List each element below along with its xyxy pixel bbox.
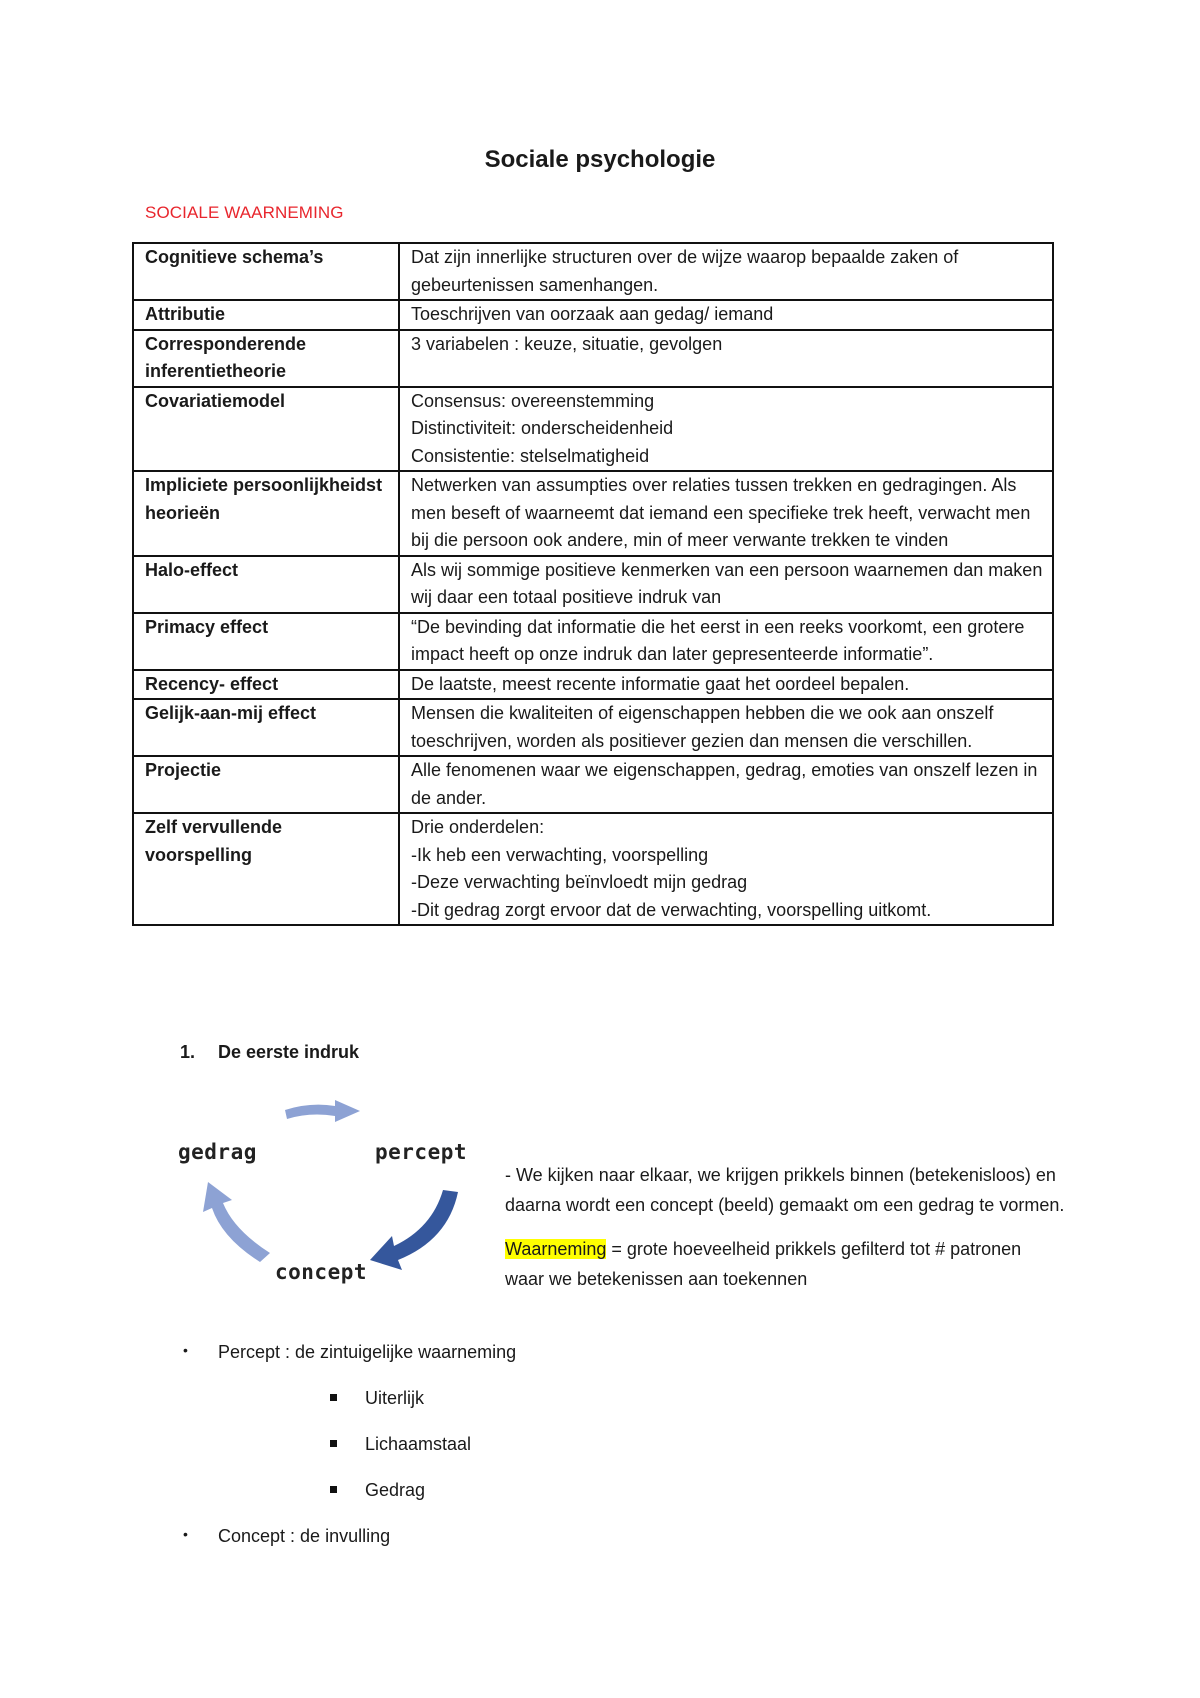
definition-line: -Dit gedrag zorgt ervoor dat de verwachting, voorspelling uitkomt. — [411, 899, 932, 920]
table-row — [133, 387, 1053, 472]
definition-cell: De laatste, meest recente informatie gaat het oordeel bepalen. — [399, 670, 1053, 700]
definitions-table — [132, 242, 1054, 926]
definition-line: Consensus: overeenstemming — [411, 390, 655, 411]
definition-cell: Toeschrijven van oorzaak aan gedag/ iemand — [399, 300, 1053, 330]
heading-text: De eerste indruk — [218, 1042, 360, 1062]
term-cell: Corresponderende inferentietheorie — [133, 330, 399, 387]
square-bullet-icon — [330, 1486, 337, 1493]
bullet-icon: • — [183, 1342, 188, 1358]
list-item-text: Percept : de zintuigelijke waarneming — [218, 1342, 517, 1362]
definition-line: Consistentie: stelselmatigheid — [411, 445, 650, 466]
term-cell: Cognitieve schema’s — [133, 243, 399, 300]
square-bullet-icon — [330, 1440, 337, 1447]
definition-cell: Netwerken van assumpties over relaties tussen trekken en gedragingen. Als men beseft of waarneemt dat iemand een specifieke trek heeft, verwacht men bij die persoon ook andere, min of meer verwante trekken te vinden — [399, 471, 1053, 556]
table-row — [133, 670, 1053, 700]
table-row — [133, 556, 1053, 613]
list-item — [183, 1526, 391, 1547]
table-row — [133, 330, 1053, 387]
table-row — [133, 300, 1053, 330]
list-item — [365, 1480, 425, 1501]
term-cell: Recency- effect — [133, 670, 399, 700]
term-cell: Zelf vervullende voorspelling — [133, 813, 399, 925]
arrow-concept-to-gedrag — [203, 1182, 270, 1262]
arrow-percept-to-concept — [370, 1190, 458, 1270]
term-cell: Primacy effect — [133, 613, 399, 670]
definition-paragraph — [505, 1234, 1065, 1294]
list-item-text: Concept : de invulling — [218, 1526, 391, 1546]
definition-cell: Dat zijn innerlijke structuren over de wijze waarop bepaalde zaken of gebeurtenissen samenhangen. — [399, 243, 1053, 300]
list-item-text: Lichaamstaal — [365, 1434, 472, 1454]
highlighted-term: Waarneming — [505, 1239, 607, 1259]
definition-cell: Mensen die kwaliteiten of eigenschappen hebben die we ook aan onszelf toeschrijven, worden als positiever gezien dan mensen die verschillen. — [399, 699, 1053, 756]
table-row — [133, 756, 1053, 813]
list-item — [365, 1388, 424, 1409]
section-heading: SOCIALE WAARNEMING — [145, 203, 344, 222]
term-cell: Covariatiemodel — [133, 387, 399, 472]
list-item — [183, 1342, 517, 1363]
term-cell: Attributie — [133, 300, 399, 330]
table-row — [133, 471, 1053, 556]
arrow-gedrag-to-percept — [285, 1100, 360, 1122]
heading-number: 1. — [180, 1042, 196, 1062]
cycle-label-concept: concept — [275, 1260, 368, 1284]
numbered-heading — [180, 1042, 359, 1063]
definition-cell — [399, 387, 1053, 472]
definition-text: = grote hoeveelheid prikkels gefilterd tot # patronen waar we betekenissen aan toekennen — [505, 1239, 1022, 1289]
term-cell — [133, 471, 399, 556]
cycle-label-percept: percept — [375, 1140, 468, 1164]
term-cell: Halo-effect — [133, 556, 399, 613]
definition-cell — [399, 813, 1053, 925]
bullet-icon: • — [183, 1526, 188, 1542]
definition-line: -Ik heb een verwachting, voorspelling — [411, 844, 709, 865]
cycle-label-gedrag: gedrag — [178, 1140, 257, 1164]
list-item — [365, 1434, 471, 1455]
definition-line: Distinctiviteit: onderscheidenheid — [411, 418, 674, 438]
page-title: Sociale psychologie — [484, 146, 716, 173]
term-cell: Projectie — [133, 756, 399, 813]
definition-cell: “De bevinding dat informatie die het eerst in een reeks voorkomt, een grotere impact heeft op onze indruk dan later gepresenteerde informatie”. — [399, 613, 1053, 670]
perception-cycle-diagram — [170, 1090, 490, 1290]
square-bullet-icon — [330, 1394, 337, 1401]
term-text: Impliciete persoonlijkheidstheorieën — [145, 475, 383, 523]
list-item-text: Uiterlijk — [365, 1388, 425, 1408]
definition-line: -Deze verwachting beïnvloedt mijn gedrag — [411, 872, 748, 892]
table-row — [133, 613, 1053, 670]
definition-line: Drie onderdelen: — [411, 817, 545, 837]
table-row — [133, 813, 1053, 925]
definition-cell: Alle fenomenen waar we eigenschappen, gedrag, emoties van onszelf lezen in de ander. — [399, 756, 1053, 813]
table-row — [133, 699, 1053, 756]
definition-cell: Als wij sommige positieve kenmerken van een persoon waarnemen dan maken wij daar een totaal positieve indruk van — [399, 556, 1053, 613]
explanation-paragraph: - We kijken naar elkaar, we krijgen prikkels binnen (betekenisloos) en daarna wordt een concept (beeld) gemaakt om een gedrag te vormen. — [505, 1165, 1065, 1215]
table-row — [133, 243, 1053, 300]
list-item-text: Gedrag — [365, 1480, 426, 1500]
definition-cell: 3 variabelen : keuze, situatie, gevolgen — [399, 330, 1053, 387]
cycle-explanation — [505, 1160, 1065, 1308]
term-cell: Gelijk-aan-mij effect — [133, 699, 399, 756]
